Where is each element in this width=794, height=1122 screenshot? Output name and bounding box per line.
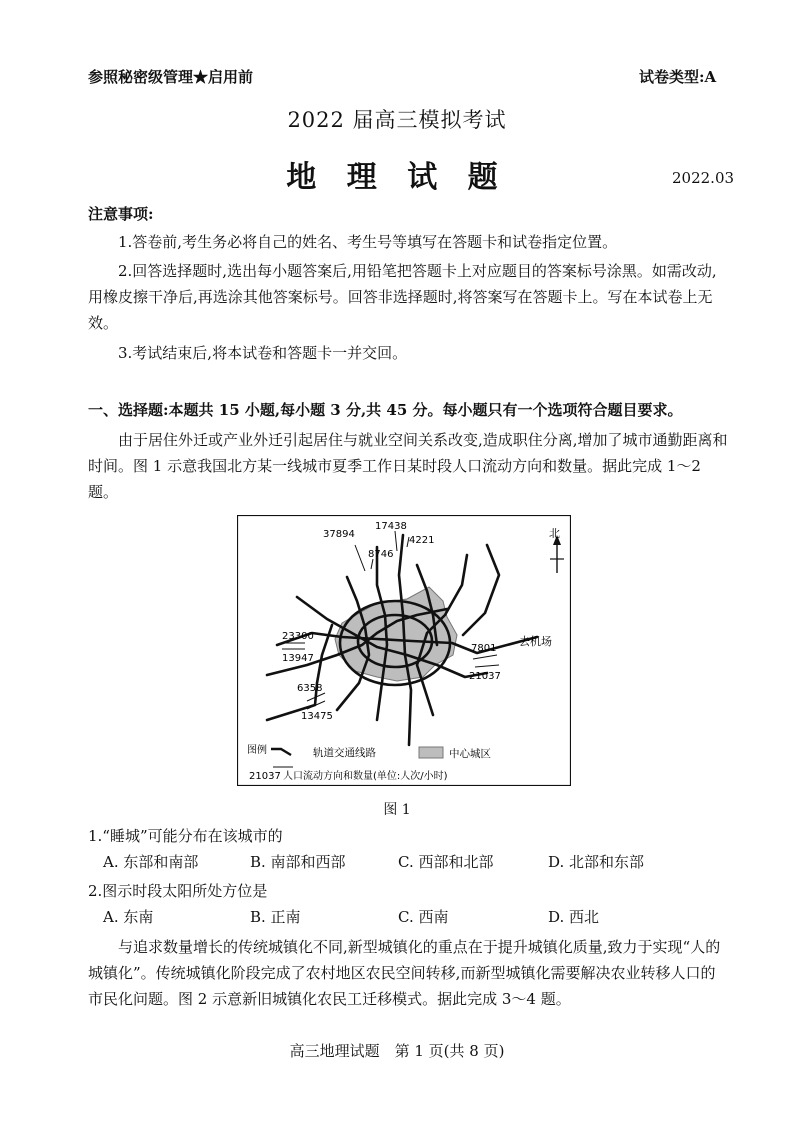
notes-heading: 注意事项:	[88, 205, 154, 223]
flow-value: 13475	[301, 711, 333, 722]
flow-value: 13947	[282, 653, 314, 664]
flow-value: 17438	[375, 521, 407, 532]
legend-title: 图例	[247, 745, 267, 756]
exam-date: 2022.03	[672, 169, 735, 187]
legend-center-symbol	[419, 747, 443, 758]
question-2-option-c: C. 西南	[398, 908, 449, 926]
flow-value: 37894	[323, 529, 355, 540]
flow-value: 21037	[469, 671, 501, 682]
question-1-stem: 1.“睡城”可能分布在该城市的	[88, 827, 283, 845]
question-1-option-b: B. 南部和西部	[250, 853, 346, 871]
map-svg	[237, 515, 571, 786]
note-item-2: 2.回答选择题时,选出每小题答案后,用铅笔把答题卡上对应题目的答案标号涂黑。如需改动,用橡皮擦干净后,再选涂其他答案标号。回答非选择题时,将答案写在答题卡上。写在本试卷上无效。	[88, 262, 717, 332]
figure-1-caption: 图 1	[383, 802, 411, 818]
legend-flow-value: 21037	[249, 771, 281, 782]
question-1-option-a: A. 东部和南部	[103, 853, 199, 871]
page-footer: 高三地理试题 第 1 页(共 8 页)	[289, 1042, 505, 1060]
legend-flow-label: 人口流动方向和数量(单位:人次/小时)	[283, 771, 448, 782]
question-1-option-d: D. 北部和东部	[548, 853, 645, 871]
section-intro-2: 与追求数量增长的传统城镇化不同,新型城镇化的重点在于提升城镇化质量,致力于实现“人的城镇化”。传统城镇化阶段完成了农村地区农民空间转移,而新型城镇化需要解决农业转移人口的市民化问题。图 2 示意新旧城镇化农民工迁移模式。据此完成 3～4 题。	[88, 938, 721, 1008]
figure-1-map	[237, 515, 571, 786]
flow-value: 4221	[409, 535, 435, 546]
airport-label: 去机场	[519, 635, 552, 648]
note-item-1: 1.答卷前,考生务必将自己的姓名、考生号等填写在答题卡和试卷指定位置。	[118, 233, 618, 251]
question-2-option-d: D. 西北	[548, 908, 600, 926]
legend-center-label: 中心城区	[449, 748, 491, 760]
legend-rail-label: 轨道交通线路	[313, 747, 376, 759]
flow-value: 6358	[297, 683, 323, 694]
note-item-3: 3.考试结束后,将本试卷和答题卡一并交回。	[118, 344, 408, 362]
north-label: 北	[549, 527, 560, 540]
question-1-option-c: C. 西部和北部	[398, 853, 494, 871]
flow-value: 7801	[471, 643, 497, 654]
section-heading: 一、选择题:本题共 15 小题,每小题 3 分,共 45 分。每小题只有一个选项符合题目要求。	[88, 401, 683, 419]
exam-name: 2022 届高三模拟考试	[287, 108, 507, 132]
question-2-option-a: A. 东南	[103, 908, 154, 926]
paper-type-label: 试卷类型:A	[639, 68, 717, 86]
section-intro: 由于居住外迁或产业外迁引起居住与就业空间关系改变,造成职住分离,增加了城市通勤距离和时间。图 1 示意我国北方某一线城市夏季工作日某时段人口流动方向和数量。据此完成 1～2 题。	[88, 431, 728, 501]
flow-value: 23300	[282, 631, 314, 642]
question-2-option-b: B. 正南	[250, 908, 301, 926]
classification-label: 参照秘密级管理★启用前	[88, 68, 254, 86]
flow-value: 8746	[368, 549, 394, 560]
page-title: 地 理 试 题	[286, 160, 508, 195]
question-2-stem: 2.图示时段太阳所处方位是	[88, 882, 268, 900]
